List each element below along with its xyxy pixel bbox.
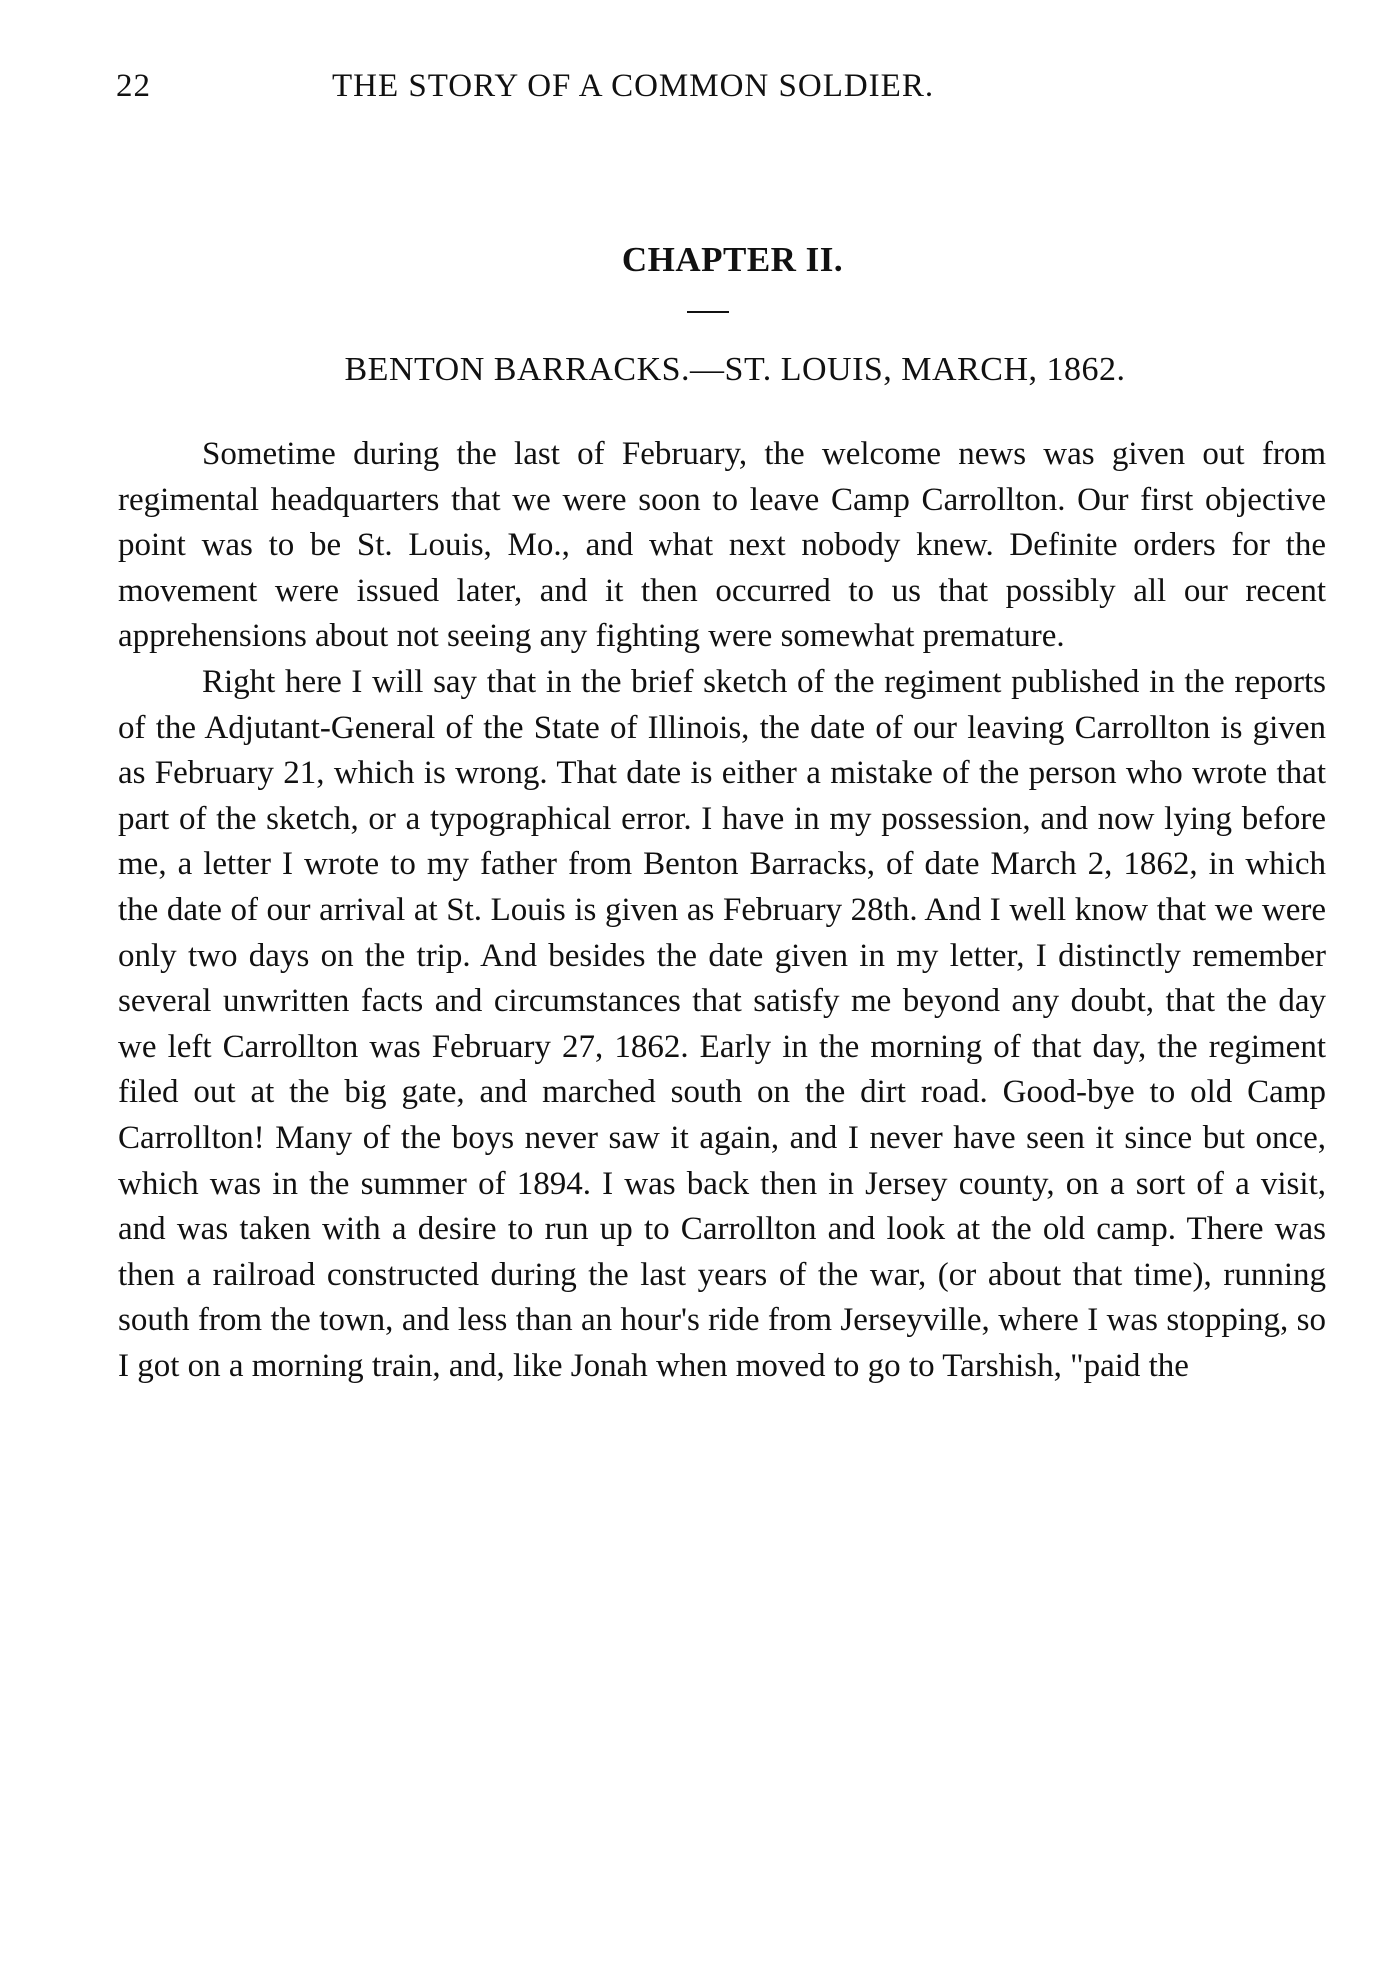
- paragraph-1: Sometime during the last of February, the welcome news was given out from regimental headquarters that we were soon to leave Camp Carrollton. Our first objective point was to be St. Louis, Mo., and what next nobody knew. Definite orders for the movement were issued later, and it then occurred to us that possibly all our recent apprehensions about not seeing any fighting were somewhat premature.: [118, 436, 1326, 655]
- paragraph-2: Right here I will say that in the brief sketch of the regiment published in the reports of the Adjutant-General of the State of Illinois, the date of our leaving Carrollton is given as February 21, which is wrong. That date is either a mistake of the person who wrote that part of the sketch, or a typographical error. I have in my possession, and now lying before me, a letter I wrote to my father from Benton Barracks, of date March 2, 1862, in which the date of our arrival at St. Louis is given as February 28th. And I well know that we were only two days on the trip. And besides the date given in my letter, I distinctly remember several unwritten facts and circumstances that satisfy me beyond any doubt, that the day we left Carrollton was February 27, 1862. Early in the morning of that day, the regiment filed out at the big gate, and marched south on the dirt road. Good-bye to old Camp Carrollton! Many of the boys never saw it again, and I never have seen it since but once, which was in the summer of 1894. I was back then in Jersey county, on a sort of a visit, and was taken with a desire to run up to Carrollton and look at the old camp. There was then a railroad constructed during the last years of the war, (or about that time), running south from the town, and less than an hour's ride from Jerseyville, where I was stopping, so I got on a morning train, and, like Jonah when moved to go to Tarshish, "paid the: [118, 663, 1326, 1384]
- running-head: [116, 68, 1321, 108]
- chapter-title: CHAPTER II.: [621, 240, 844, 279]
- body-text: [118, 432, 1326, 1389]
- running-title: THE STORY OF A COMMON SOLDIER.: [332, 68, 935, 104]
- chapter-subtitle: BENTON BARRACKS.—ST. LOUIS, MARCH, 1862.: [344, 351, 1126, 388]
- page-number: 22: [116, 68, 151, 104]
- chapter-divider: [687, 311, 729, 313]
